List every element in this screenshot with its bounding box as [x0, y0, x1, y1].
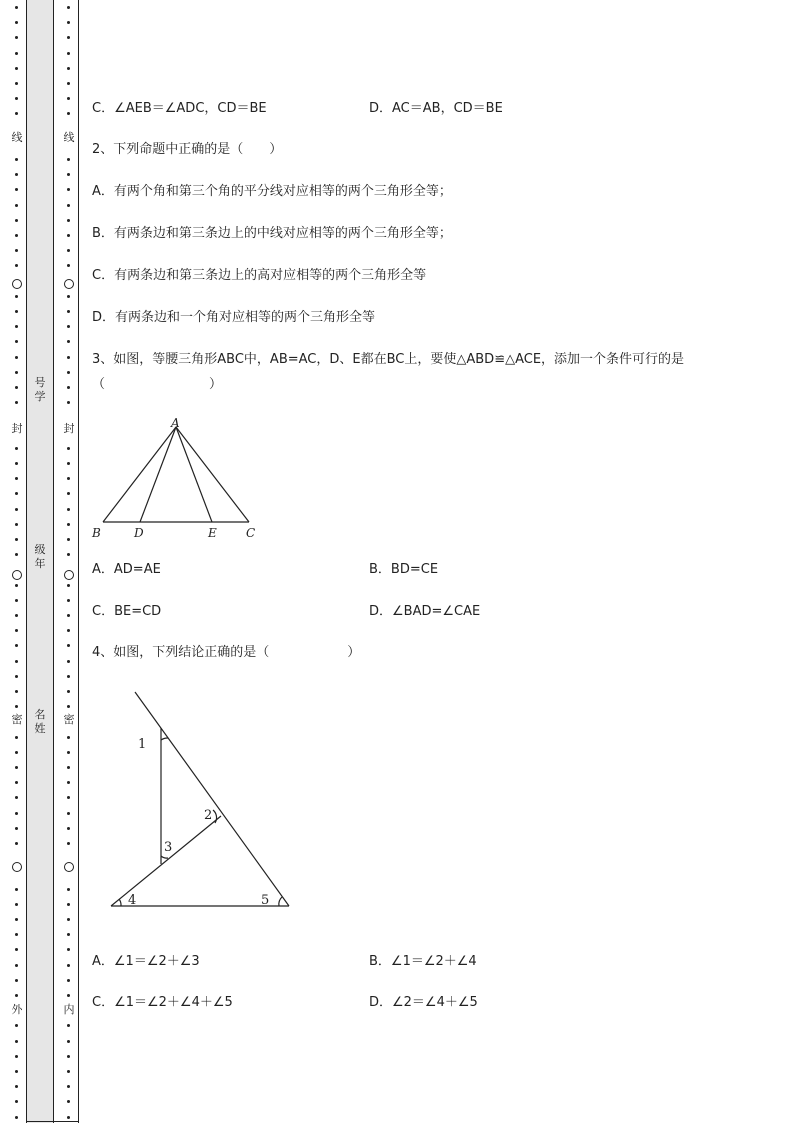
outer-dot	[15, 994, 18, 997]
inner-dot	[67, 523, 70, 526]
label-point-b: B	[92, 526, 101, 540]
inner-dot	[67, 1116, 70, 1119]
inner-dot	[67, 508, 70, 511]
q3-stem: 3、如图，等腰三角形ABC中，AB=AC，D、E都在BC上，要使△ABD≌△ACE，添加一个条件可行的是	[92, 352, 685, 367]
inner-dot	[67, 1085, 70, 1088]
label-point-c: C	[246, 526, 256, 540]
outer-dot	[15, 812, 18, 815]
inner-dot	[67, 492, 70, 495]
outer-seal-char: 密	[11, 713, 23, 726]
outer-dot	[15, 219, 18, 222]
outer-dot	[15, 82, 18, 85]
inner-dot	[67, 462, 70, 465]
q2-option-d: D．有两条边和一个角对应相等的两个三角形全等	[92, 310, 376, 325]
inner-dot	[67, 584, 70, 587]
inner-dot	[67, 340, 70, 343]
inner-dot	[67, 386, 70, 389]
inner-dot	[67, 6, 70, 9]
inner-dot	[67, 903, 70, 906]
outer-dot	[15, 538, 18, 541]
outer-dot	[15, 295, 18, 298]
outer-dot	[15, 325, 18, 328]
outer-dot	[15, 356, 18, 359]
outer-dot	[15, 629, 18, 632]
inner-dot	[67, 948, 70, 951]
q4-option-b: B．∠1＝∠2＋∠4	[369, 954, 477, 969]
outer-dot	[15, 766, 18, 769]
label-point-d: D	[134, 526, 144, 540]
inner-dot	[67, 67, 70, 70]
angle-5-arc	[279, 897, 282, 906]
inner-dot	[67, 371, 70, 374]
outer-dot	[15, 112, 18, 115]
angle-label-4: 4	[128, 893, 137, 908]
angle-label-2: 2	[204, 808, 213, 823]
q3-option-b: B．BD=CE	[369, 562, 439, 577]
outer-dot	[15, 447, 18, 450]
inner-dot	[67, 82, 70, 85]
outer-dot	[15, 340, 18, 343]
outer-dot	[15, 310, 18, 313]
outer-dot	[15, 249, 18, 252]
outer-dot	[15, 21, 18, 24]
outer-circle-mark	[12, 279, 22, 289]
outer-dot	[15, 979, 18, 982]
inner-dot	[67, 918, 70, 921]
outer-dot	[15, 751, 18, 754]
label-point-e: E	[208, 526, 217, 540]
outer-dot	[15, 553, 18, 556]
q4-option-a: A．∠1＝∠2＋∠3	[92, 954, 200, 969]
inner-dot	[67, 812, 70, 815]
outer-dot	[15, 508, 18, 511]
inner-dot	[67, 1040, 70, 1043]
inner-dot	[67, 97, 70, 100]
inner-dot	[67, 933, 70, 936]
inner-dot	[67, 675, 70, 678]
outer-circle-mark	[12, 862, 22, 872]
outer-dot	[15, 188, 18, 191]
q4-option-d: D．∠2＝∠4＋∠5	[369, 995, 478, 1010]
inner-dot	[67, 356, 70, 359]
outer-dot	[15, 964, 18, 967]
inner-dot	[67, 52, 70, 55]
inner-dot	[67, 781, 70, 784]
outer-dot	[15, 173, 18, 176]
inner-dot	[67, 477, 70, 480]
outer-dot	[15, 52, 18, 55]
q3-option-d: D．∠BAD=∠CAE	[369, 604, 481, 619]
outer-dot	[15, 523, 18, 526]
inner-dot	[67, 842, 70, 845]
inner-dot	[67, 629, 70, 632]
outer-dot	[15, 1055, 18, 1058]
inner-seal-char: 封	[63, 422, 75, 435]
outer-dot	[15, 401, 18, 404]
margin-frame-line	[78, 0, 79, 1123]
inner-dot	[67, 1100, 70, 1103]
outer-dot	[15, 660, 18, 663]
segment-ac	[176, 427, 249, 522]
inner-dot	[67, 827, 70, 830]
inner-dot	[67, 736, 70, 739]
outer-dot	[15, 827, 18, 830]
inner-dot	[67, 553, 70, 556]
segment-ab	[103, 427, 176, 522]
inner-dot	[67, 888, 70, 891]
outer-dot	[15, 903, 18, 906]
inner-dot	[67, 994, 70, 997]
outer-dot	[15, 705, 18, 708]
outer-dot	[15, 614, 18, 617]
inner-dot	[67, 599, 70, 602]
outer-dot	[15, 158, 18, 161]
outer-dot	[15, 6, 18, 9]
outer-dot	[15, 796, 18, 799]
angle-label-5: 5	[261, 893, 270, 908]
inner-dot	[67, 660, 70, 663]
q4-angle-figure	[100, 685, 300, 915]
inner-dot	[67, 644, 70, 647]
inner-dot	[67, 964, 70, 967]
long-slanted-line	[135, 692, 289, 906]
outer-dot	[15, 97, 18, 100]
q4-stem: 4、如图，下列结论正确的是（ ）	[92, 645, 361, 660]
inner-dot	[67, 295, 70, 298]
inner-seal-char: 内	[63, 1003, 75, 1016]
inner-dot	[67, 325, 70, 328]
inner-circle-mark	[64, 862, 74, 872]
inner-dot	[67, 705, 70, 708]
student-info-strip	[26, 0, 54, 1123]
outer-dot	[15, 690, 18, 693]
margin-bottom-line	[26, 1121, 79, 1122]
inner-dot	[67, 219, 70, 222]
label-point-a: A	[171, 416, 180, 430]
angle-3-arc	[161, 856, 168, 858]
inner-dot	[67, 538, 70, 541]
outer-dot	[15, 599, 18, 602]
outer-dotted-seal-line	[10, 0, 24, 1123]
q4-option-c: C．∠1＝∠2＋∠4＋∠5	[92, 995, 233, 1010]
outer-dot	[15, 888, 18, 891]
inner-dot	[67, 158, 70, 161]
field-label-grade: 级年	[34, 543, 46, 570]
outer-circle-mark	[12, 570, 22, 580]
q2-stem: 2、下列命题中正确的是（ ）	[92, 142, 283, 157]
outer-dot	[15, 1100, 18, 1103]
inner-dot	[67, 751, 70, 754]
inner-dot	[67, 204, 70, 207]
outer-dot	[15, 584, 18, 587]
outer-dot	[15, 1085, 18, 1088]
outer-dot	[15, 842, 18, 845]
inner-dot	[67, 796, 70, 799]
outer-dot	[15, 234, 18, 237]
inner-dot	[67, 1055, 70, 1058]
outer-dot	[15, 386, 18, 389]
inner-dot	[67, 36, 70, 39]
field-label-number: 号学	[34, 376, 46, 403]
outer-dot	[15, 933, 18, 936]
outer-dot	[15, 264, 18, 267]
angle-label-1: 1	[138, 737, 147, 752]
outer-dot	[15, 204, 18, 207]
angle-label-3: 3	[164, 840, 173, 855]
outer-seal-char: 线	[11, 131, 23, 144]
outer-dot	[15, 492, 18, 495]
field-label-name: 名姓	[34, 708, 46, 735]
inner-dot	[67, 249, 70, 252]
inner-dot	[67, 264, 70, 267]
inner-dot	[67, 614, 70, 617]
outer-dot	[15, 736, 18, 739]
inner-dot	[67, 766, 70, 769]
outer-dot	[15, 781, 18, 784]
inner-dot	[67, 1024, 70, 1027]
segment-ad	[140, 427, 176, 522]
inner-seal-char: 密	[63, 713, 75, 726]
outer-dot	[15, 36, 18, 39]
inner-dot	[67, 1070, 70, 1073]
outer-dot	[15, 644, 18, 647]
inner-dot	[67, 112, 70, 115]
q2-option-a: A．有两个角和第三个角的平分线对应相等的两个三角形全等；	[92, 184, 452, 199]
q2-option-c: C．有两条边和第三条边上的高对应相等的两个三角形全等	[92, 268, 427, 283]
angle-1-arc	[161, 738, 168, 740]
inner-dot	[67, 234, 70, 237]
outer-dot	[15, 67, 18, 70]
inner-dot	[67, 21, 70, 24]
outer-seal-char: 外	[11, 1003, 23, 1016]
outer-dot	[15, 1024, 18, 1027]
inner-circle-mark	[64, 570, 74, 580]
angle-4-arc	[119, 899, 121, 906]
segment-ae	[176, 427, 212, 522]
outer-dot	[15, 1070, 18, 1073]
inner-dot	[67, 690, 70, 693]
q1-option-d: D．AC＝AB，CD＝BE	[369, 101, 503, 116]
q1-option-c: C．∠AEB＝∠ADC，CD＝BE	[92, 101, 267, 116]
inner-dotted-seal-line	[62, 0, 76, 1123]
inner-dot	[67, 310, 70, 313]
inner-dot	[67, 401, 70, 404]
q3-triangle-figure	[88, 415, 268, 545]
outer-dot	[15, 1040, 18, 1043]
outer-seal-char: 封	[11, 422, 23, 435]
outer-dot	[15, 948, 18, 951]
inner-dot	[67, 188, 70, 191]
outer-dot	[15, 918, 18, 921]
outer-dot	[15, 1116, 18, 1119]
q2-option-b: B．有两条边和第三条边上的中线对应相等的两个三角形全等；	[92, 226, 452, 241]
outer-dot	[15, 477, 18, 480]
inner-dot	[67, 979, 70, 982]
inner-seal-char: 线	[63, 131, 75, 144]
outer-dot	[15, 371, 18, 374]
q3-option-c: C．BE=CD	[92, 604, 162, 619]
q3-stem-blank: （ ）	[92, 377, 223, 392]
outer-dot	[15, 675, 18, 678]
inner-circle-mark	[64, 279, 74, 289]
inner-dot	[67, 447, 70, 450]
inner-dot	[67, 173, 70, 176]
q3-option-a: A．AD=AE	[92, 562, 161, 577]
outer-dot	[15, 462, 18, 465]
